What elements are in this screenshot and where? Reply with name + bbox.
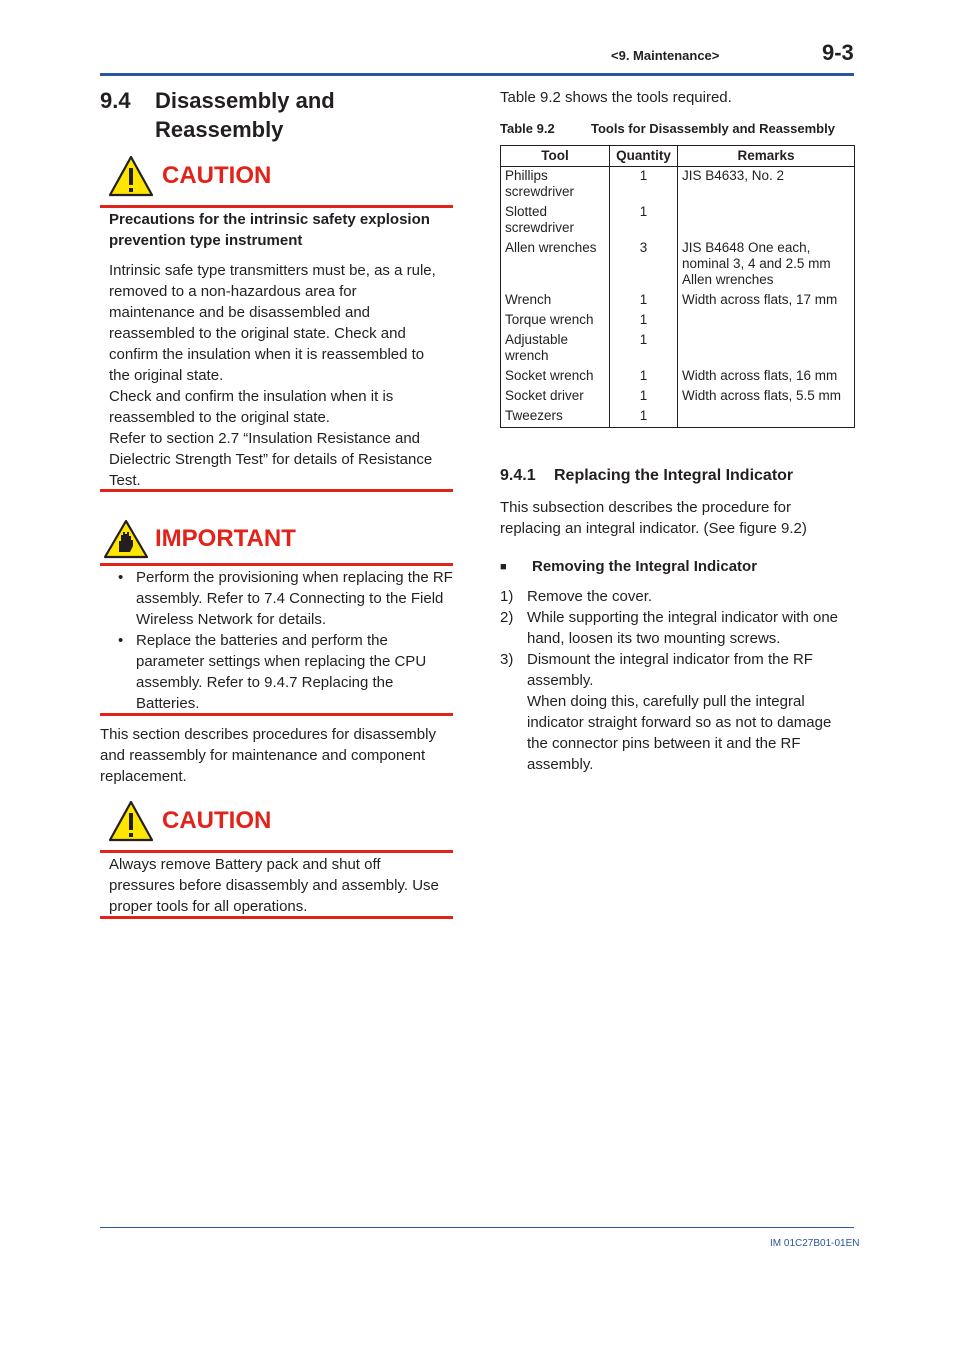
table-cell: 1 — [610, 367, 678, 387]
procedure-heading-text: Removing the Integral Indicator — [532, 558, 758, 575]
table-cell: 1 — [610, 291, 678, 311]
tools-table — [500, 145, 855, 428]
table-cell: Adjustable wrench — [501, 331, 610, 367]
caution-notice-header — [108, 155, 271, 197]
square-bullet-icon: ■ — [500, 561, 507, 573]
table-cell: 1 — [610, 203, 678, 239]
warning-triangle-icon — [108, 155, 154, 197]
warning-triangle-icon — [108, 800, 154, 842]
subsection-title-text: Replacing the Integral Indicator — [554, 467, 794, 484]
section-intro: This section describes procedures for disassembly and reassembly for maintenance and component replacement. — [100, 726, 436, 785]
table-cell: Socket driver — [501, 387, 610, 407]
table-cell: 3 — [610, 239, 678, 291]
table-cell: JIS B4633, No. 2 — [678, 167, 855, 204]
procedure-steps — [500, 586, 854, 775]
table-caption-number: Table 9.2 — [500, 121, 555, 136]
table-row — [501, 167, 855, 204]
table-header-row — [501, 146, 855, 167]
section-number: 9.4 — [100, 88, 131, 113]
footer-rule — [100, 1227, 854, 1228]
table-row — [501, 407, 855, 428]
caution2-body: Always remove Battery pack and shut off pressures before disassembly and assembly. Use proper tools for all operations. — [109, 856, 439, 915]
header-rule — [100, 73, 854, 76]
table-row — [501, 311, 855, 331]
table-header-cell: Tool — [501, 146, 610, 167]
table-cell: Wrench — [501, 291, 610, 311]
step-number: 1) — [500, 588, 514, 605]
table-caption-title: Tools for Disassembly and Reassembly — [591, 121, 835, 136]
important-body — [100, 567, 453, 714]
table-cell: Width across flats, 16 mm — [678, 367, 855, 387]
caution-paragraph: Intrinsic safe type transmitters must be, as a rule, removed to a non-hazardous area for maintenance and be disassembled and reassembled to the original state. Check and confirm the insulation when it is reassembled to the original state. — [109, 262, 436, 384]
caution-notice-header-2 — [108, 800, 271, 842]
table-row — [501, 203, 855, 239]
caution2-bottom-rule — [100, 916, 453, 919]
table-row — [501, 331, 855, 367]
section-title-text: Disassembly and Reassembly — [155, 88, 335, 142]
important-label: IMPORTANT — [155, 525, 296, 552]
caution-paragraph: Check and confirm the insulation when it is reassembled to the original state. — [109, 388, 394, 426]
table-cell: Phillips screwdriver — [501, 167, 610, 204]
step-text: While supporting the integral indicator with one hand, loosen its two mounting screws. — [527, 609, 839, 647]
procedure-step — [500, 586, 854, 607]
caution-heading: Precautions for the intrinsic safety explosion prevention type instrument — [109, 211, 430, 249]
table-cell: 1 — [610, 311, 678, 331]
table-cell: Socket wrench — [501, 367, 610, 387]
hand-stop-icon — [103, 519, 149, 559]
procedure-step — [500, 649, 854, 775]
caution-paragraph: Refer to section 2.7 “Insulation Resistance and Dielectric Strength Test” for details of Resistance Test. — [109, 430, 433, 489]
table-cell — [678, 203, 855, 239]
table-cell: 1 — [610, 167, 678, 204]
caution-body — [100, 260, 444, 491]
important-bullet: • Perform the provisioning when replacing the RF assembly. Refer to 7.4 Connecting to the Field Wireless Network for details. — [100, 567, 453, 630]
step-text: Remove the cover. — [527, 588, 653, 605]
table-cell — [678, 311, 855, 331]
subsection-number: 9.4.1 — [500, 467, 536, 484]
table-header-cell: Remarks — [678, 146, 855, 167]
running-header-chapter: <9. Maintenance> — [611, 48, 720, 63]
important-bottom-rule — [100, 713, 453, 716]
important-bullet: • Replace the batteries and perform the parameter settings when replacing the CPU assembly. Refer to 9.4.7 Replacing the Batteries. — [100, 630, 453, 714]
caution-top-rule — [100, 205, 453, 208]
table-caption — [500, 121, 854, 136]
table-cell: Width across flats, 17 mm — [678, 291, 855, 311]
step-text: Dismount the integral indicator from the RF assembly. — [527, 651, 813, 689]
step-number: 2) — [500, 609, 514, 626]
step-number: 3) — [500, 651, 514, 668]
subsection-intro: This subsection describes the procedure for replacing an integral indicator. (See figure 9.2) — [500, 499, 807, 537]
table-cell: 1 — [610, 331, 678, 367]
table-row — [501, 367, 855, 387]
caution-label: CAUTION — [162, 162, 272, 189]
table-cell: Tweezers — [501, 407, 610, 428]
document-id: IM 01C27B01-01EN — [770, 1238, 860, 1249]
table-row — [501, 291, 855, 311]
important-top-rule — [100, 563, 453, 566]
important-notice-header — [103, 519, 296, 559]
table-cell: 1 — [610, 387, 678, 407]
caution-bottom-rule — [100, 489, 453, 492]
table-header-cell: Quantity — [610, 146, 678, 167]
procedure-step — [500, 607, 854, 649]
table-cell — [678, 407, 855, 428]
table-intro: Table 9.2 shows the tools required. — [500, 89, 732, 106]
caution-label-2: CAUTION — [162, 807, 272, 834]
table-cell: 1 — [610, 407, 678, 428]
table-cell: JIS B4648 One each, nominal 3, 4 and 2.5 mm Allen wrenches — [678, 239, 855, 291]
table-cell: Allen wrenches — [501, 239, 610, 291]
table-row — [501, 239, 855, 291]
table-cell: Torque wrench — [501, 311, 610, 331]
caution2-top-rule — [100, 850, 453, 853]
table-row — [501, 387, 855, 407]
page-number: 9-3 — [822, 40, 854, 65]
step-note: When doing this, carefully pull the integral indicator straight forward so as not to damage the connector pins between it and the RF assembly. — [527, 693, 832, 773]
table-cell: Slotted screwdriver — [501, 203, 610, 239]
table-cell — [678, 331, 855, 367]
subsection-title — [500, 467, 854, 485]
table-cell: Width across flats, 5.5 mm — [678, 387, 855, 407]
